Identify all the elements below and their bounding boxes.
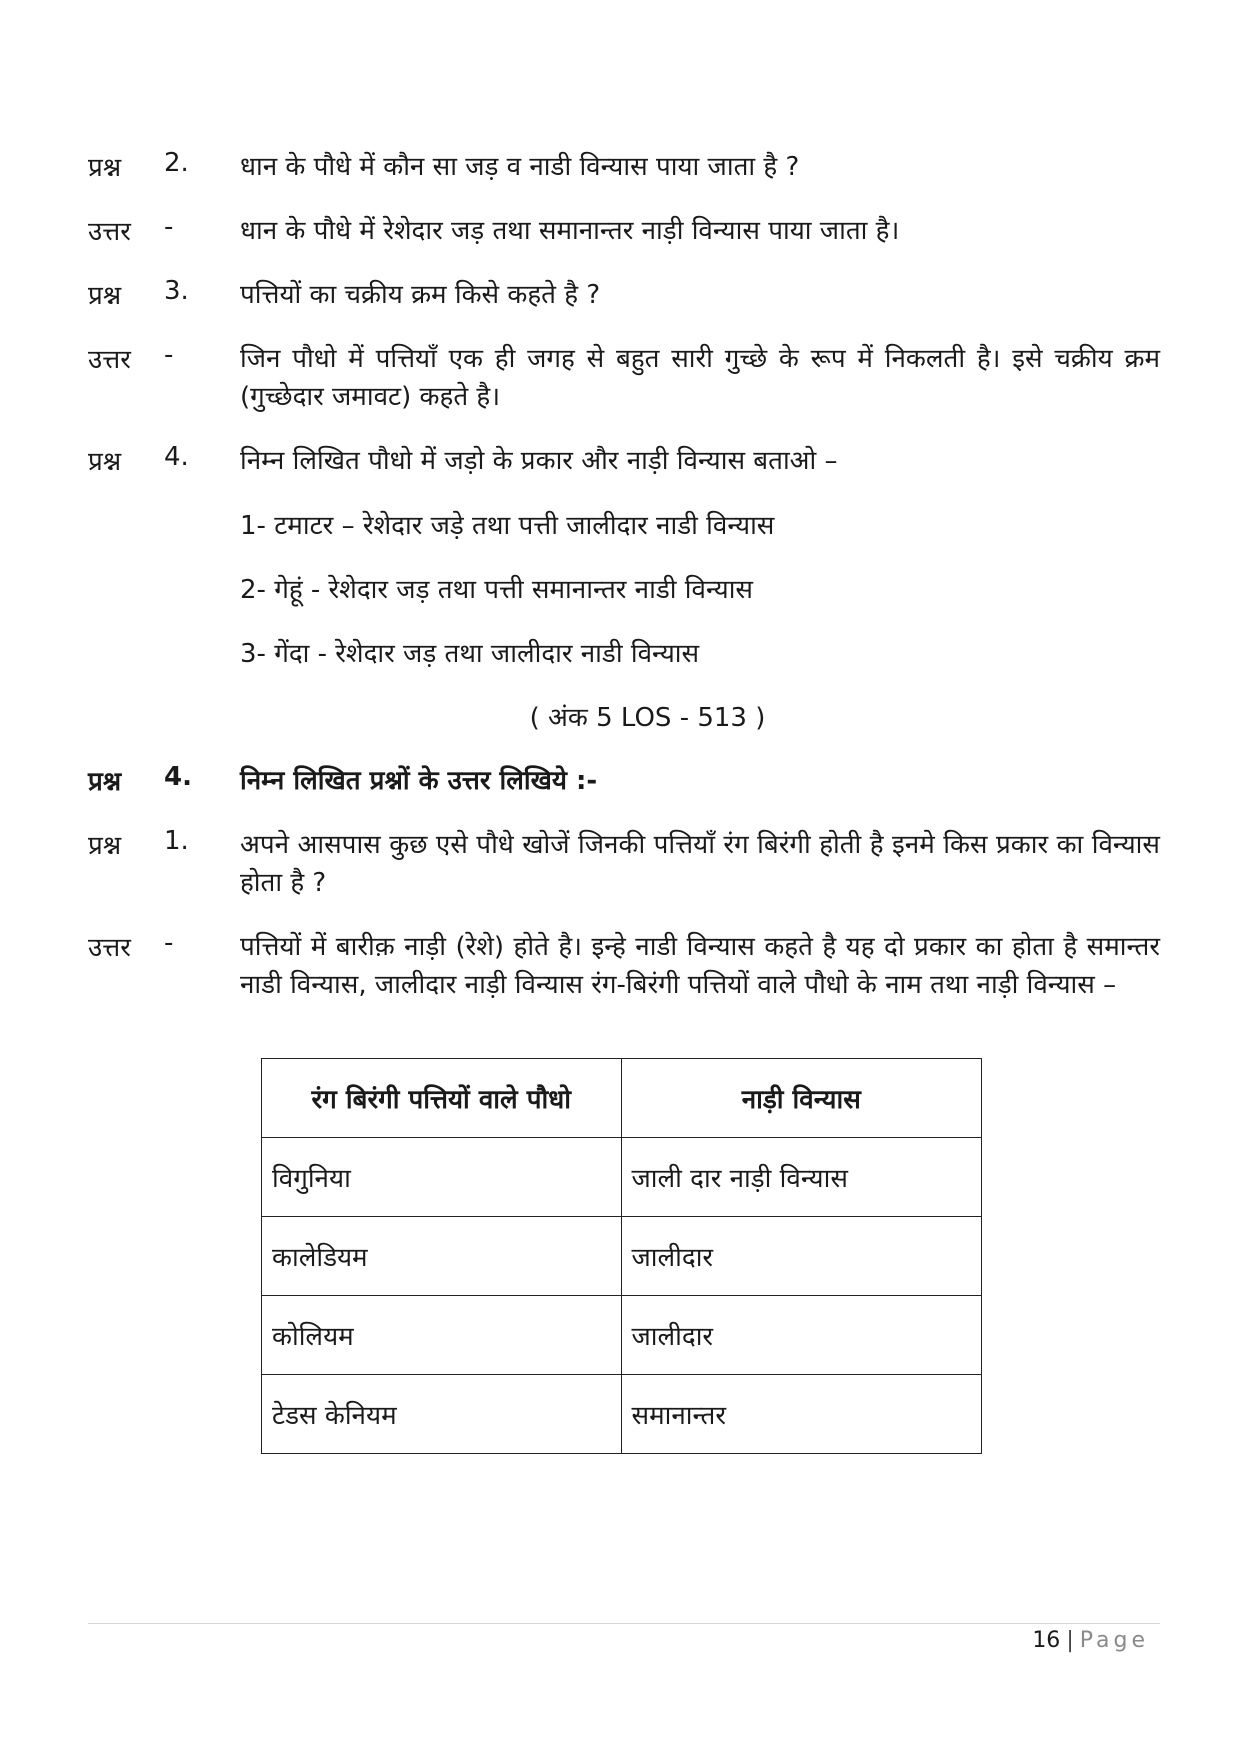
table-cell: जालीदार: [621, 1217, 982, 1296]
table-cell: विगुनिया: [262, 1138, 622, 1217]
question-text: अपने आसपास कुछ एसे पौधे खोजें जिनकी पत्तियाँ रंग बिरंगी होती है इनमे किस प्रकार का विन्यास होता है ?: [240, 830, 1160, 898]
list-item: 1- टमाटर – रेशेदार जड़े तथा पत्ती जालीदार नाडी विन्यास: [240, 511, 775, 541]
list-item: 2- गेहूं - रेशेदार जड़ तथा पत्ती समानान्तर नाडी विन्यास: [240, 575, 753, 605]
page-number: 16: [1032, 1628, 1061, 1653]
question-label: प्रश्न: [88, 447, 122, 477]
question-number: 3.: [164, 276, 189, 306]
section-number: 4.: [164, 762, 192, 792]
table-row: [262, 1217, 982, 1296]
marks-reference: ( अंक 5 LOS - 513 ): [529, 703, 766, 733]
table-row: [262, 1296, 982, 1375]
page-word: Page: [1079, 1628, 1149, 1653]
table-cell: टेडस केनियम: [262, 1375, 622, 1454]
table-cell: समानान्तर: [621, 1375, 982, 1454]
table-row: [262, 1138, 982, 1217]
question-text: निम्न लिखित पौधो में जड़ो के प्रकार और नाड़ी विन्यास बताओ –: [240, 446, 838, 476]
table-cell: कालेडियम: [262, 1217, 622, 1296]
answer-text: जिन पौधो में पत्तियाँ एक ही जगह से बहुत सारी गुच्छे के रूप में निकलती है। इसे चक्रीय क्रम (गुच्छेदार जमावट) कहते है।: [240, 344, 1160, 412]
venation-table: [261, 1058, 982, 1454]
answer-text: पत्तियों में बारीक़ नाड़ी (रेशे) होते है। इन्हे नाडी विन्यास कहते है यह दो प्रकार का होता है समान्तर नाडी विन्यास, जालीदार नाड़ी विन्यास रंग-बिरंगी पत्तियों वाले पौधो के नाम तथा नाड़ी विन्यास –: [240, 932, 1160, 1000]
question-label: प्रश्न: [88, 153, 122, 183]
question-label: प्रश्न: [88, 831, 122, 861]
question-label: प्रश्न: [88, 281, 122, 311]
table-cell: जालीदार: [621, 1296, 982, 1375]
question-text: पत्तियों का चक्रीय क्रम किसे कहते है ?: [240, 280, 601, 310]
question-number: 4.: [164, 442, 189, 472]
answer-dash: -: [164, 340, 174, 370]
table-header-row: [262, 1059, 982, 1138]
question-text: धान के पौधे में कौन सा जड़ व नाडी विन्यास पाया जाता है ?: [240, 152, 800, 182]
answer-label: उत्तर: [88, 217, 131, 247]
section-label: प्रश्न: [88, 767, 122, 797]
table-cell: जाली दार नाड़ी विन्यास: [621, 1138, 982, 1217]
answer-dash: -: [164, 212, 174, 242]
table-header: रंग बिरंगी पत्तियों वाले पौधो: [262, 1059, 622, 1138]
answer-label: उत्तर: [88, 345, 131, 375]
answer-label: उत्तर: [88, 933, 131, 963]
answer-dash: -: [164, 928, 174, 958]
section-title: निम्न लिखित प्रश्नों के उत्तर लिखिये :-: [240, 766, 598, 796]
table-cell: कोलियम: [262, 1296, 622, 1375]
table-row: [262, 1375, 982, 1454]
answer-text: धान के पौधे में रेशेदार जड़ तथा समानान्तर नाड़ी विन्यास पाया जाता है।: [240, 216, 900, 246]
page-footer: [1032, 1628, 1149, 1653]
question-number: 2.: [164, 148, 189, 178]
list-item: 3- गेंदा - रेशेदार जड़ तथा जालीदार नाडी विन्यास: [240, 639, 700, 669]
table-header: नाड़ी विन्यास: [621, 1059, 982, 1138]
footer-divider: [88, 1623, 1160, 1624]
footer-separator: |: [1066, 1628, 1074, 1653]
question-number: 1.: [164, 826, 189, 856]
